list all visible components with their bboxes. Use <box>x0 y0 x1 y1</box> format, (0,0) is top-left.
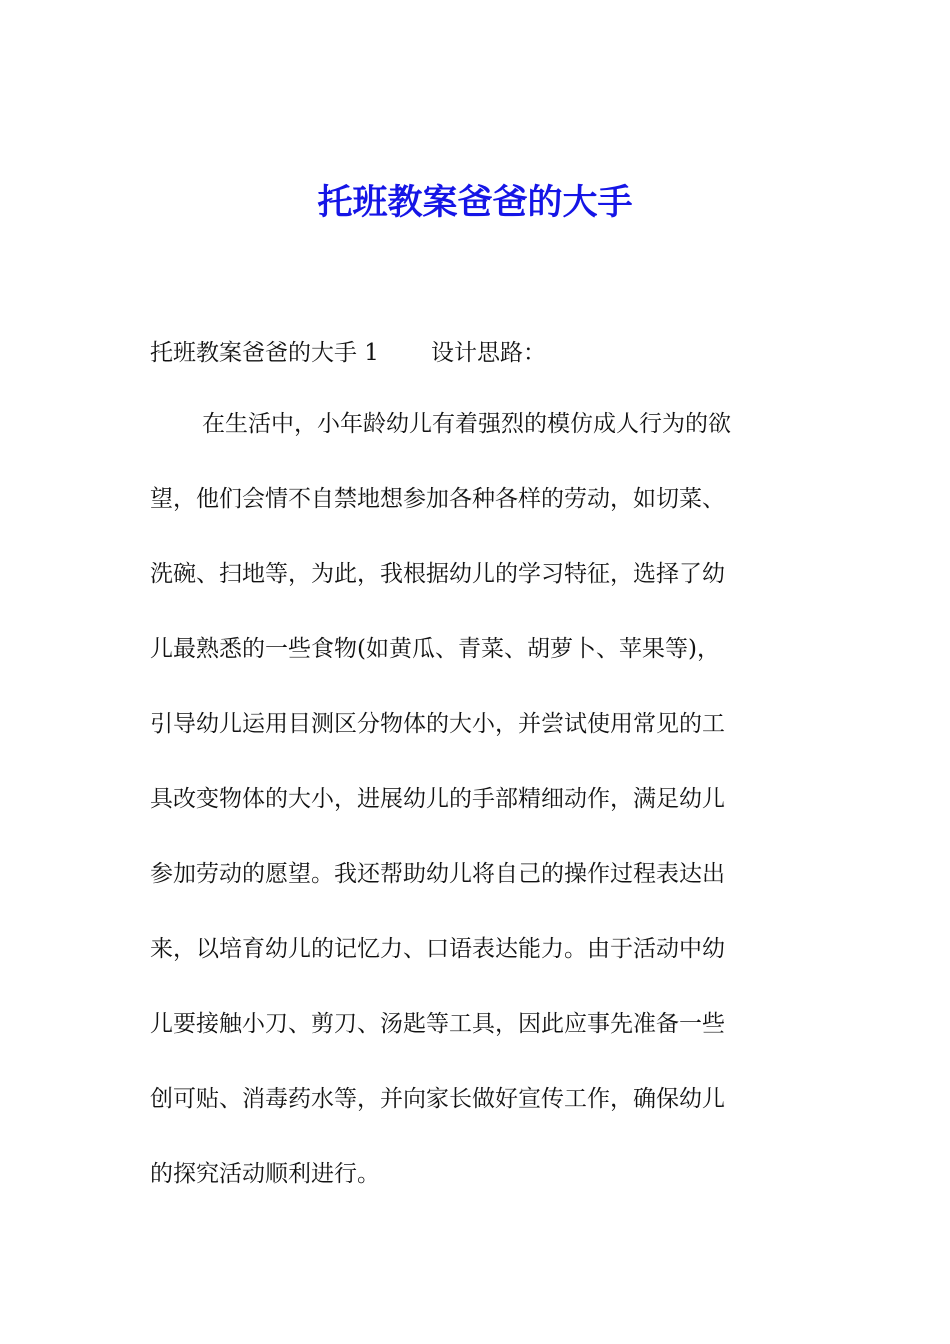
paragraph-line: 引导幼儿运用目测区分物体的大小，并尝试使用常见的工 <box>150 711 725 737</box>
section-heading <box>150 336 546 370</box>
paragraph <box>150 404 790 1229</box>
section-number-label: 托班教案爸爸的大手 1 <box>150 340 379 366</box>
section-subheading: 设计思路： <box>430 340 546 366</box>
paragraph-line: 儿最熟悉的一些食物(如黄瓜、青菜、胡萝卜、苹果等)， <box>150 636 720 662</box>
paragraph-line: 具改变物体的大小，进展幼儿的手部精细动作，满足幼儿 <box>150 786 725 812</box>
paragraph-line: 的探究活动顺利进行。 <box>150 1161 380 1187</box>
paragraph-line: 来，以培育幼儿的记忆力、口语表达能力。由于活动中幼 <box>150 936 725 962</box>
paragraph-line: 参加劳动的愿望。我还帮助幼儿将自己的操作过程表达出 <box>150 861 725 887</box>
paragraph-line: 儿要接触小刀、剪刀、汤匙等工具，因此应事先准备一些 <box>150 1011 725 1037</box>
paragraph-line: 洗碗、扫地等，为此，我根据幼儿的学习特征，选择了幼 <box>150 561 725 587</box>
document-title: 托班教案爸爸的大手 <box>317 182 633 223</box>
paragraph-line: 望，他们会情不自禁地想参加各种各样的劳动，如切菜、 <box>150 486 725 512</box>
paragraph-line: 创可贴、消毒药水等，并向家长做好宣传工作，确保幼儿 <box>150 1086 725 1112</box>
paragraph-line: 在生活中，小年龄幼儿有着强烈的模仿成人行为的欲 <box>202 411 731 437</box>
